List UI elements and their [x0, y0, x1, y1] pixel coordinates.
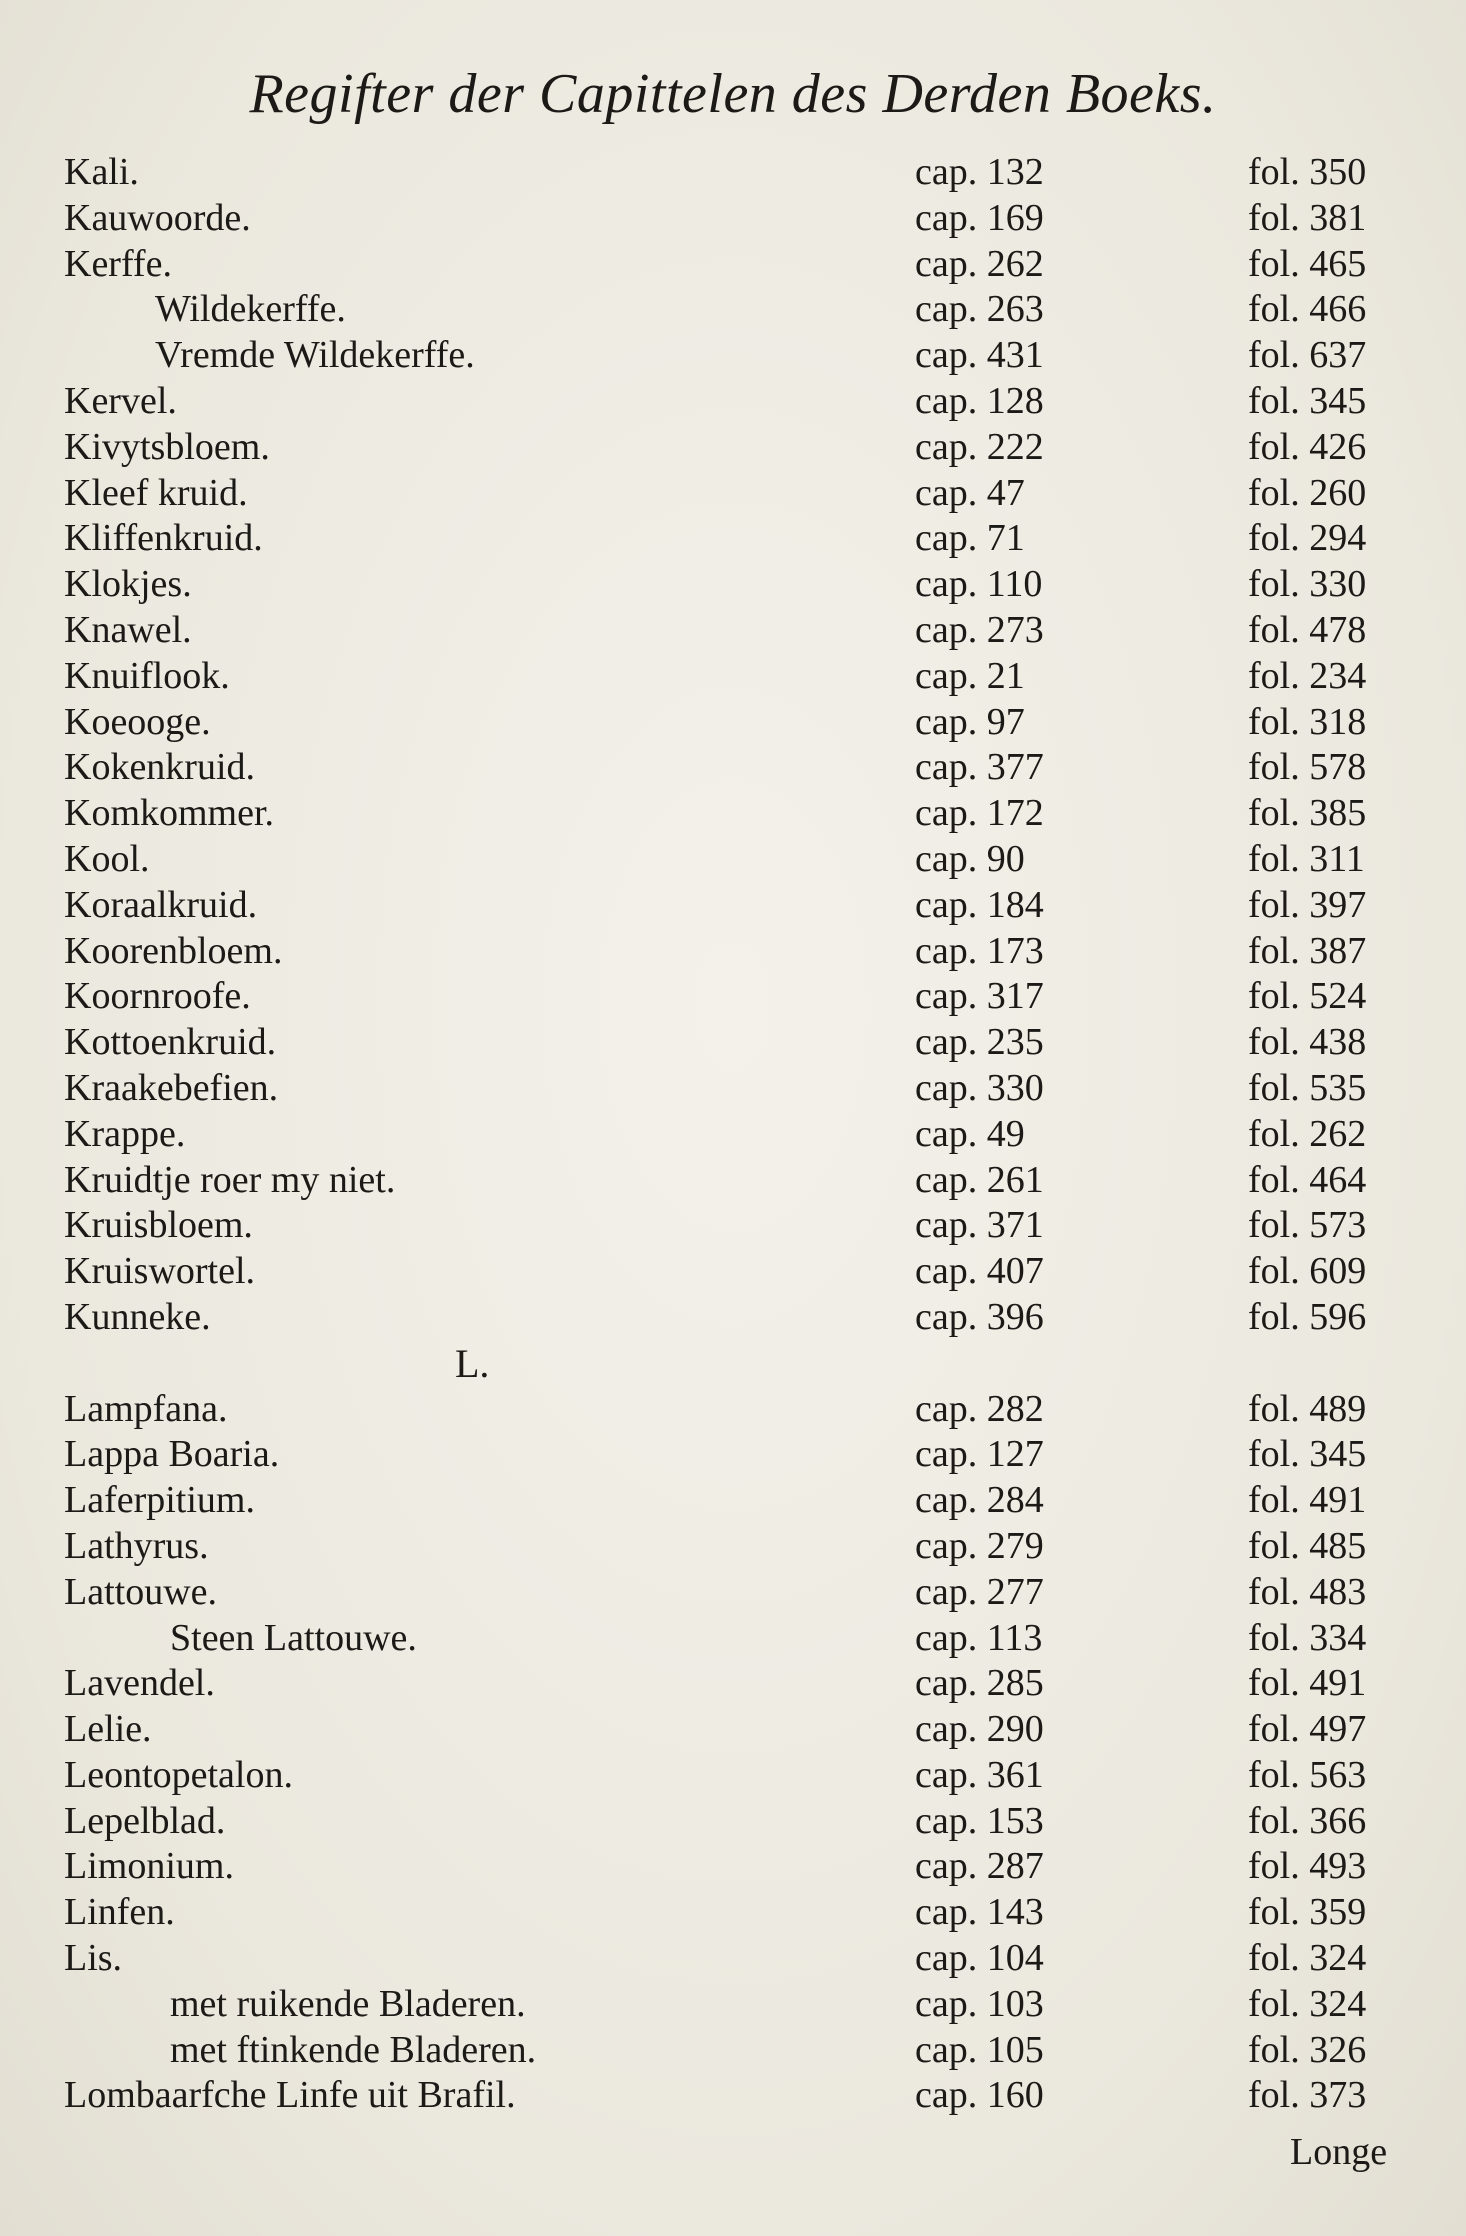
entry-name: Kervel.: [64, 379, 177, 422]
register-entry: [0, 1661, 1466, 1707]
entry-name: Komkommer.: [64, 792, 275, 835]
entry-chapter: cap. 290: [915, 1708, 1044, 1751]
entry-chapter: cap. 273: [915, 608, 1044, 651]
register-entry: [0, 791, 1466, 837]
letter-heading-row: [0, 1341, 1466, 1387]
entry-chapter: cap. 49: [915, 1112, 1025, 1155]
register-entry: [0, 1158, 1466, 1204]
entry-chapter: cap. 71: [915, 517, 1025, 560]
entry-name: Kleef kruid.: [64, 471, 248, 514]
entry-folio: fol. 294: [1248, 517, 1367, 560]
register-entry: [0, 516, 1466, 562]
entry-chapter: cap. 172: [915, 792, 1044, 835]
entry-folio: fol. 324: [1248, 1937, 1367, 1980]
entry-name: Kliffenkruid.: [64, 517, 263, 560]
entry-name: Koraalkruid.: [64, 883, 258, 926]
register-entry: [0, 883, 1466, 929]
entry-name: Lampfana.: [64, 1387, 228, 1430]
entry-folio: fol. 385: [1248, 792, 1367, 835]
entry-chapter: cap. 317: [915, 975, 1044, 1018]
entry-chapter: cap. 279: [915, 1524, 1044, 1567]
entry-chapter: cap. 377: [915, 746, 1044, 789]
entry-name: Steen Lattouwe.: [170, 1616, 417, 1659]
entry-folio: fol. 318: [1248, 700, 1367, 743]
entry-folio: fol. 489: [1248, 1387, 1367, 1430]
entry-chapter: cap. 97: [915, 700, 1025, 743]
entry-folio: fol. 491: [1248, 1479, 1367, 1522]
entry-folio: fol. 387: [1248, 929, 1367, 972]
entry-chapter: cap. 371: [915, 1204, 1044, 1247]
entry-folio: fol. 334: [1248, 1616, 1367, 1659]
entry-chapter: cap. 361: [915, 1753, 1044, 1796]
register-entry: [0, 1753, 1466, 1799]
register-entry: [0, 1203, 1466, 1249]
entry-name: Lavendel.: [64, 1662, 215, 1705]
register-entry: [0, 1478, 1466, 1524]
entry-folio: fol. 373: [1248, 2074, 1367, 2117]
entry-name: Lathyrus.: [64, 1524, 209, 1567]
register-entry: [0, 608, 1466, 654]
entry-chapter: cap. 235: [915, 1021, 1044, 1064]
entry-name: Kruisbloem.: [64, 1204, 253, 1247]
entry-name: Kunneke.: [64, 1295, 211, 1338]
register-entry: [0, 1066, 1466, 1112]
entry-folio: fol. 596: [1248, 1295, 1367, 1338]
entry-folio: fol. 262: [1248, 1112, 1367, 1155]
entry-chapter: cap. 396: [915, 1295, 1044, 1338]
register-entry: [0, 837, 1466, 883]
entry-chapter: cap. 21: [915, 654, 1025, 697]
register-entry: [0, 745, 1466, 791]
entry-chapter: cap. 285: [915, 1662, 1044, 1705]
entry-name: Kokenkruid.: [64, 746, 256, 789]
entry-folio: fol. 573: [1248, 1204, 1367, 1247]
entry-chapter: cap. 143: [915, 1891, 1044, 1934]
entry-chapter: cap. 47: [915, 471, 1025, 514]
entry-chapter: cap. 90: [915, 837, 1025, 880]
entry-folio: fol. 497: [1248, 1708, 1367, 1751]
entry-name: met ftinkende Bladeren.: [170, 2028, 537, 2071]
entry-folio: fol. 485: [1248, 1524, 1367, 1567]
entry-name: met ruikende Bladeren.: [170, 1982, 526, 2025]
entry-chapter: cap. 104: [915, 1937, 1044, 1980]
register-entry: [0, 2073, 1466, 2119]
entry-name: Laferpitium.: [64, 1479, 255, 1522]
entry-folio: fol. 311: [1248, 837, 1365, 880]
entry-folio: fol. 466: [1248, 288, 1367, 331]
register-entry: [0, 1616, 1466, 1662]
entry-folio: fol. 493: [1248, 1845, 1367, 1888]
entry-name: Knuiflook.: [64, 654, 230, 697]
register-entry: [0, 1020, 1466, 1066]
register-entry: [0, 654, 1466, 700]
entry-name: Linfen.: [64, 1891, 175, 1934]
entry-folio: fol. 326: [1248, 2028, 1367, 2071]
catchword: Longe: [1290, 2131, 1388, 2173]
entry-chapter: cap. 330: [915, 1066, 1044, 1109]
entry-folio: fol. 397: [1248, 883, 1367, 926]
register-entry: [0, 1387, 1466, 1433]
entry-name: Lepelblad.: [64, 1799, 226, 1842]
entry-folio: fol. 478: [1248, 608, 1367, 651]
register-entry: [0, 929, 1466, 975]
entry-name: Lombaarfche Linfe uit Brafil.: [64, 2074, 516, 2117]
entry-name: Lattouwe.: [64, 1570, 218, 1613]
entry-name: Kauwoorde.: [64, 196, 251, 239]
entry-name: Krappe.: [64, 1112, 186, 1155]
entry-chapter: cap. 282: [915, 1387, 1044, 1430]
entry-folio: fol. 438: [1248, 1021, 1367, 1064]
entry-chapter: cap. 169: [915, 196, 1044, 239]
register-entry: [0, 471, 1466, 517]
register-entry: [0, 1799, 1466, 1845]
register-entry: [0, 974, 1466, 1020]
entry-name: Wildekerffe.: [155, 288, 346, 331]
entry-folio: fol. 464: [1248, 1158, 1367, 1201]
entry-name: Vremde Wildekerffe.: [155, 334, 475, 377]
entry-chapter: cap. 184: [915, 883, 1044, 926]
entry-chapter: cap. 262: [915, 242, 1044, 285]
entry-chapter: cap. 222: [915, 425, 1044, 468]
register-entry: [0, 1936, 1466, 1982]
entry-chapter: cap. 113: [915, 1616, 1043, 1659]
entry-folio: fol. 359: [1248, 1891, 1367, 1934]
entry-name: Limonium.: [64, 1845, 234, 1888]
entry-folio: fol. 350: [1248, 151, 1367, 193]
entry-chapter: cap. 173: [915, 929, 1044, 972]
entry-folio: fol. 381: [1248, 196, 1367, 239]
entry-name: Lappa Boaria.: [64, 1433, 280, 1476]
entry-name: Kraakebefien.: [64, 1066, 279, 1109]
entry-name: Kruiswortel.: [64, 1250, 256, 1293]
entry-folio: fol. 426: [1248, 425, 1367, 468]
entry-folio: fol. 260: [1248, 471, 1367, 514]
register-entry: [0, 1524, 1466, 1570]
entry-name: Lelie.: [64, 1708, 152, 1751]
entry-name: Klokjes.: [64, 563, 192, 606]
register-entry: [0, 1112, 1466, 1158]
entry-chapter: cap. 431: [915, 334, 1044, 377]
entry-chapter: cap. 287: [915, 1845, 1044, 1888]
entry-chapter: cap. 103: [915, 1982, 1044, 2025]
register-entry: [0, 333, 1466, 379]
entry-name: Kali.: [64, 151, 139, 193]
entry-folio: fol. 345: [1248, 1433, 1367, 1476]
register-entry: [0, 700, 1466, 746]
entry-folio: fol. 465: [1248, 242, 1367, 285]
entry-name: Koorenbloem.: [64, 929, 283, 972]
register-entry: [0, 379, 1466, 425]
entry-name: Knawel.: [64, 608, 192, 651]
entry-name: Lis.: [64, 1937, 123, 1980]
register-entry: [0, 242, 1466, 288]
entry-chapter: cap. 128: [915, 379, 1044, 422]
entry-chapter: cap. 263: [915, 288, 1044, 331]
register-entry: [0, 425, 1466, 471]
register-entries: [0, 150, 1466, 2119]
register-entry: [0, 1249, 1466, 1295]
entry-chapter: cap. 407: [915, 1250, 1044, 1293]
entry-folio: fol. 637: [1248, 334, 1367, 377]
register-entry: [0, 1432, 1466, 1478]
entry-folio: fol. 345: [1248, 379, 1367, 422]
entry-folio: fol. 524: [1248, 975, 1367, 1018]
entry-chapter: cap. 127: [915, 1433, 1044, 1476]
register-entry: [0, 1707, 1466, 1753]
entry-folio: fol. 483: [1248, 1570, 1367, 1613]
register-entry: [0, 1295, 1466, 1341]
entry-folio: fol. 563: [1248, 1753, 1367, 1796]
entry-folio: fol. 234: [1248, 654, 1367, 697]
entry-name: Kivytsbloem.: [64, 425, 270, 468]
register-entry: [0, 196, 1466, 242]
register-entry: [0, 1844, 1466, 1890]
entry-name: Kool.: [64, 837, 150, 880]
entry-chapter: cap. 132: [915, 151, 1044, 193]
register-entry: [0, 562, 1466, 608]
entry-name: Leontopetalon.: [64, 1753, 293, 1796]
entry-name: Kottoenkruid.: [64, 1021, 277, 1064]
register-entry: [0, 1890, 1466, 1936]
entry-folio: fol. 366: [1248, 1799, 1367, 1842]
register-entry: [0, 2028, 1466, 2074]
entry-chapter: cap. 261: [915, 1158, 1044, 1201]
entry-folio: fol. 324: [1248, 1982, 1367, 2025]
register-entry: [0, 1570, 1466, 1616]
entry-chapter: cap. 110: [915, 563, 1043, 606]
register-entry: [0, 1982, 1466, 2028]
entry-folio: fol. 535: [1248, 1066, 1367, 1109]
entry-folio: fol. 330: [1248, 563, 1367, 606]
entry-chapter: cap. 160: [915, 2074, 1044, 2117]
entry-chapter: cap. 105: [915, 2028, 1044, 2071]
entry-folio: fol. 609: [1248, 1250, 1367, 1293]
entry-name: Koornroofe.: [64, 975, 251, 1018]
letter-heading: L.: [455, 1340, 490, 1386]
register-entry: [0, 287, 1466, 333]
entry-name: Kruidtje roer my niet.: [64, 1158, 396, 1201]
register-entry: [0, 150, 1466, 196]
entry-chapter: cap. 277: [915, 1570, 1044, 1613]
page-title: Regifter der Capittelen des Derden Boeks.: [249, 63, 1217, 125]
entry-chapter: cap. 284: [915, 1479, 1044, 1522]
entry-chapter: cap. 153: [915, 1799, 1044, 1842]
entry-name: Koeooge.: [64, 700, 211, 743]
entry-folio: fol. 491: [1248, 1662, 1367, 1705]
entry-folio: fol. 578: [1248, 746, 1367, 789]
entry-name: Kerffe.: [64, 242, 172, 285]
